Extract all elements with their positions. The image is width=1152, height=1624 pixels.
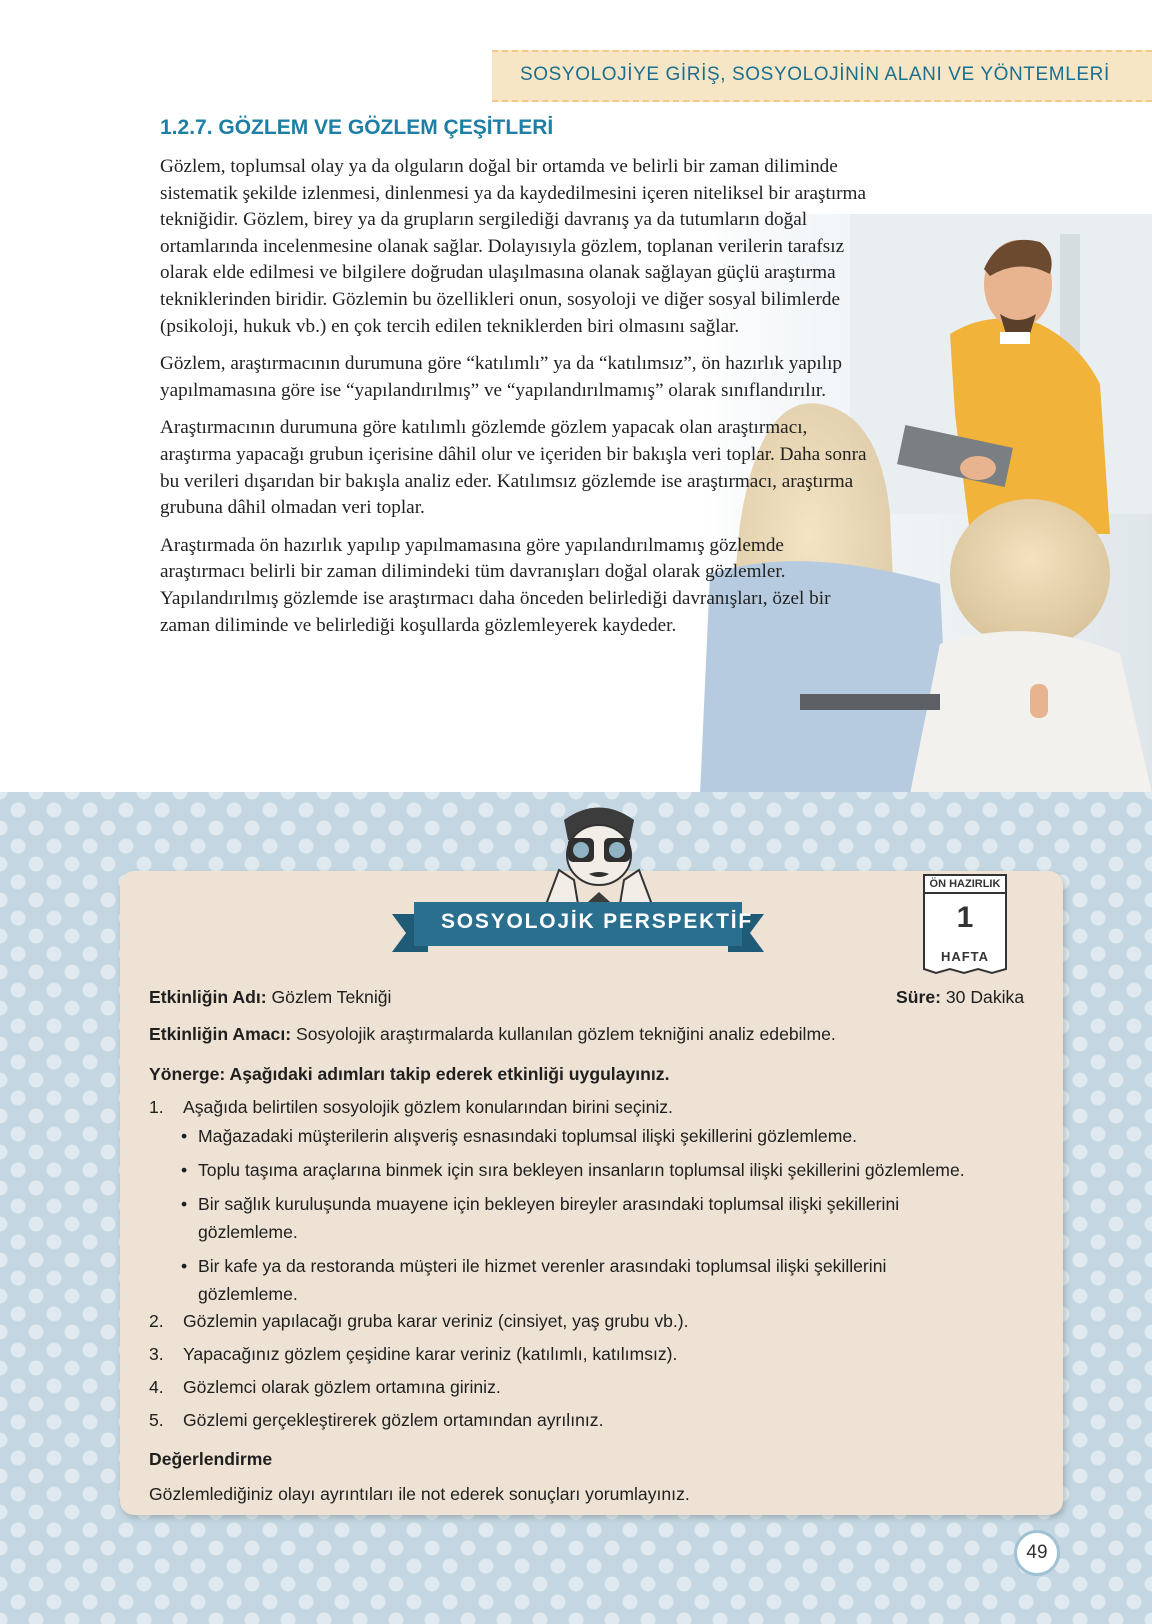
- step-number: 1.: [149, 1097, 164, 1117]
- evaluation-title: Değerlendirme: [149, 1449, 273, 1469]
- banner-title: SOSYOLOJİK PERSPEKTİF: [440, 910, 754, 933]
- page-number: 49: [1014, 1530, 1060, 1576]
- step-number: 5.: [149, 1410, 164, 1430]
- bullet-line: Mağazadaki müşterilerin alışveriş esnasındaki toplumsal ilişki şekillerini gözlemleme.: [198, 1126, 858, 1146]
- step-number: 2.: [149, 1311, 164, 1331]
- instruction: Yönerge: Aşağıdaki adımları takip ederek etkinliği uygulayınız.: [149, 1064, 670, 1084]
- bullet-item: [198, 1122, 857, 1150]
- chapter-header: [492, 50, 1152, 102]
- paragraph: Gözlem, toplumsal olay ya da olguların doğal bir ortamda ve belirli bir zaman diliminde sistematik şekilde izlenmesi, dinlenmesi ya da kaydedilmesini içeren niteliksel bir araştırma tekniğidir. Gözlem, birey ya da grupların sergilediği davranış ya da tutumların doğal ortamlarında incelenmesine olanak sağlar. Dolayısıyla gözlem, toplanan verilerin tarafsız olarak elde edilmesi ve bilgilere doğrudan ulaşılmasına olanak sağlayan güçlü araştırma tekniklerinden biridir. Gözlemin bu özellikleri onun, sosyoloji ve diğer sosyal bilimlerde (psikoloji, hukuk vb.) en çok tercih edilen tekniklerden biri olmasını sağlar.: [160, 156, 867, 337]
- bullet-point: •: [181, 1256, 188, 1276]
- bullet-item: [198, 1252, 886, 1308]
- activity-name: [149, 987, 391, 1008]
- bullet-line: Bir sağlık kuruluşunda muayene için bekleyen bireyler arasındaki toplumsal ilişki şekillerini: [198, 1194, 900, 1214]
- bullet-point: •: [181, 1194, 188, 1214]
- paragraph: Araştırmada ön hazırlık yapılıp yapılmamasına göre yapılandırılmamış gözlemde araştırmacı belirli bir zaman dilimindeki tüm davranışları doğal olarak gözlemler. Yapılandırılmış gözlemde ise araştırmacı daha önceden belirlediği davranışları, özel bir zaman diliminde ve belirlediği koşullarda gözlemleyerek kaydeder.: [160, 534, 831, 636]
- step-number: 3.: [149, 1344, 164, 1364]
- bullet-item: [198, 1190, 899, 1246]
- bullet-point: •: [181, 1160, 188, 1180]
- step-text: Gözlemci olarak gözlem ortamına giriniz.: [183, 1377, 501, 1397]
- chapter-title: SOSYOLOJİYE GİRİŞ, SOSYOLOJİNİN ALANI VE YÖNTEMLERİ: [520, 64, 1110, 85]
- purpose-label: Etkinliğin Amacı:: [149, 1024, 292, 1044]
- bullet-line: Bir kafe ya da restoranda müşteri ile hizmet verenler arasındaki toplumsal ilişki şekillerini: [198, 1256, 887, 1276]
- step-number: 4.: [149, 1377, 164, 1397]
- body-text: [160, 154, 870, 650]
- step-text: Gözlemin yapılacağı gruba karar veriniz (cinsiyet, yaş grubu vb.).: [183, 1311, 689, 1331]
- calendar-icon: [922, 873, 1008, 977]
- paragraph: Gözlem, araştırmacının durumuna göre “katılımlı” ya da “katılımsız”, ön hazırlık yapılıp yapılmamasına göre ise “yapılandırılmış” ve “yapılandırılmamış” olarak sınıflandırılır.: [160, 353, 842, 401]
- step-text: Gözlemi gerçekleştirerek gözlem ortamından ayrılınız.: [183, 1410, 604, 1430]
- evaluation-text: Gözlemlediğiniz olayı ayrıntıları ile not ederek sonuçları yorumlayınız.: [149, 1484, 690, 1504]
- activity-purpose: [149, 1024, 836, 1045]
- calendar-number: 1: [956, 901, 974, 934]
- activity-name-label: Etkinliğin Adı:: [149, 987, 267, 1007]
- step-text: Yapacağınız gözlem çeşidine karar veriniz (katılımlı, katılımsız).: [183, 1344, 678, 1364]
- bullet-line: gözlemleme.: [198, 1284, 298, 1304]
- step-text: Aşağıda belirtilen sosyolojik gözlem konularından birini seçiniz.: [183, 1097, 673, 1117]
- duration-label: Süre:: [896, 987, 941, 1007]
- purpose-value: Sosyolojik araştırmalarda kullanılan gözlem tekniğini analiz edebilme.: [291, 1024, 836, 1044]
- bullet-line: gözlemleme.: [198, 1222, 298, 1242]
- calendar-unit: HAFTA: [940, 949, 990, 964]
- section-title: 1.2.7. GÖZLEM VE GÖZLEM ÇEŞİTLERİ: [160, 116, 554, 139]
- bullet-item: [198, 1156, 965, 1184]
- bullet-line: Toplu taşıma araçlarına binmek için sıra bekleyen insanların toplumsal ilişki şekillerini gözlemleme.: [198, 1160, 965, 1180]
- activity-duration: [896, 987, 1024, 1008]
- bullet-point: •: [181, 1126, 188, 1146]
- duration-value: 30 Dakika: [940, 987, 1025, 1007]
- calendar-label: ÖN HAZIRLIK: [929, 878, 1001, 890]
- paragraph: Araştırmacının durumuna göre katılımlı gözlemde gözlem yapacak olan araştırmacı, araştırma yapacağı grubun içerisine dâhil olur ve içeriden bir bakışla veri toplar. Daha sonra bu verileri dışarıdan bir bakışla analiz eder. Katılımsız gözlemde ise araştırmacı, araştırma grubuna dâhil olmadan veri toplar.: [160, 417, 867, 519]
- activity-name-value: Gözlem Tekniği: [266, 987, 392, 1007]
